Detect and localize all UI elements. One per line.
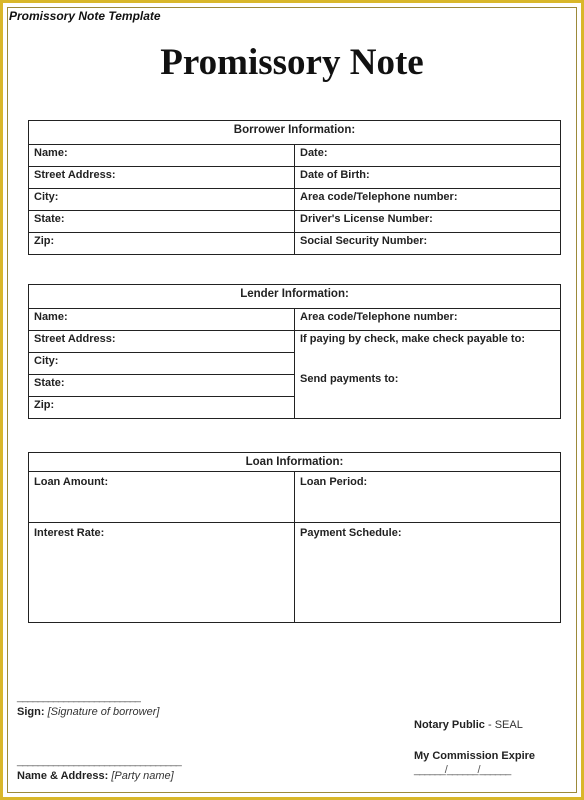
commission-label: My Commission Expire [414,750,536,762]
lender-name-field[interactable]: Name: [29,309,295,331]
payment-schedule-field[interactable]: Payment Schedule: [295,523,561,623]
borrower-license-field[interactable]: Driver's License Number: [295,211,561,233]
lender-street-field[interactable]: Street Address: [29,331,295,353]
lender-payment-cell[interactable] [295,331,561,419]
borrower-street-field[interactable]: Street Address: [29,167,295,189]
name-address-label: Name & Address: [17,770,109,782]
commission-date-line[interactable]: ______/______/______ [414,764,511,776]
borrower-zip-field[interactable]: Zip: [29,233,295,255]
loan-amount-field[interactable]: Loan Amount: [29,472,295,523]
name-placeholder: [Party name] [111,770,174,782]
borrower-table [28,120,561,255]
sign-placeholder: [Signature of borrower] [47,706,160,718]
name-address-block [17,755,181,782]
lender-table [28,284,561,419]
borrower-heading: Borrower Information: [29,121,561,145]
notary-label: Notary Public [414,719,485,731]
notary-block [414,719,523,731]
lender-city-field[interactable]: City: [29,353,295,375]
signature-line[interactable]: ________________________ [17,691,140,703]
lender-heading: Lender Information: [29,285,561,309]
loan-table [28,452,561,623]
loan-heading: Loan Information: [29,453,561,472]
lender-send-payments-label: Send payments to: [300,373,399,385]
borrower-signature-block [17,691,159,718]
borrower-city-field[interactable]: City: [29,189,295,211]
lender-check-payable-label: If paying by check, make check payable to: [300,333,525,345]
lender-zip-field[interactable]: Zip: [29,397,295,419]
borrower-ssn-field[interactable]: Social Security Number: [295,233,561,255]
borrower-dob-field[interactable]: Date of Birth: [295,167,561,189]
lender-phone-field[interactable]: Area code/Telephone number: [295,309,561,331]
lender-state-field[interactable]: State: [29,375,295,397]
interest-rate-field[interactable]: Interest Rate: [29,523,295,623]
template-label: Promissory Note Template [9,9,161,23]
sign-label: Sign: [17,706,45,718]
notary-seal: - SEAL [487,719,523,731]
borrower-phone-field[interactable]: Area code/Telephone number: [295,189,561,211]
document-title: Promissory Note [160,42,424,83]
name-address-line[interactable]: ________________________________ [17,755,181,767]
borrower-date-field[interactable]: Date: [295,145,561,167]
commission-block [414,750,535,776]
borrower-state-field[interactable]: State: [29,211,295,233]
loan-period-field[interactable]: Loan Period: [295,472,561,523]
borrower-name-field[interactable]: Name: [29,145,295,167]
